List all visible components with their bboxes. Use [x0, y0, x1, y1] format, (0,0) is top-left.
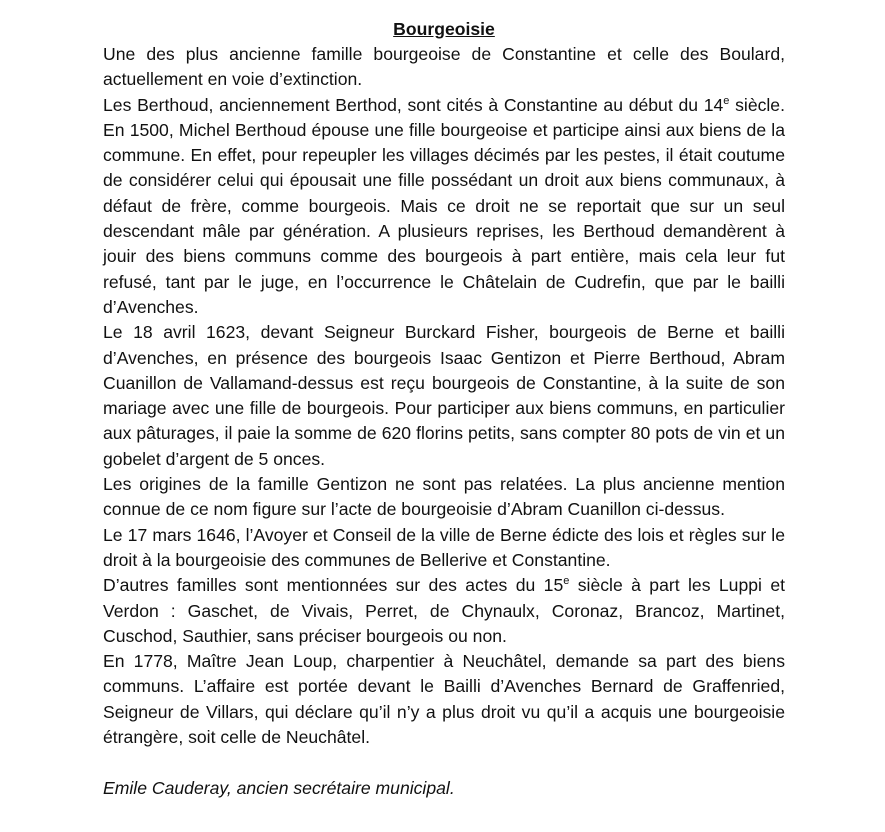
paragraph-gentizon: Les origines de la famille Gentizon ne sont pas relatées. La plus ancienne mention connue de ce nom figure sur l’acte de bourgeoisie d’Abram Cuanillon ci-dessus.	[103, 474, 785, 520]
document-page	[103, 16, 785, 801]
paragraph-berthoud-text-a: Les Berthoud, anciennement Berthod, sont cités à Constantine au début du 14	[103, 94, 724, 115]
paragraph-other-families-text-b: siècle à part les Luppi et Verdon : Gaschet, de Vivais, Perret, de Chynaulx, Coronaz, Brancoz, Martinet, Cuschod, Sauthier, sans préciser bourgeois ou non.	[103, 575, 785, 646]
paragraph-other-families-text-a: D’autres familles sont mentionnées sur des actes du 15	[103, 575, 564, 596]
paragraph-other-families	[103, 573, 785, 649]
paragraph-cuanillon: Le 18 avril 1623, devant Seigneur Burckard Fisher, bourgeois de Berne et bailli d’Avenches, en présence des bourgeois Isaac Gentizon et Pierre Berthoud, Abram Cuanillon de Vallamand-dessus est reçu bourgeois de Constantine, à la suite de son mariage avec une fille de bourgeois. Pour participer aux biens communs, en particulier aux pâturages, il paie la somme de 620 florins petits, sans compter 80 pots de vin et un gobelet d’argent de 5 onces.	[103, 322, 785, 469]
signature: Emile Cauderay, ancien secrétaire municipal.	[103, 777, 455, 798]
paragraph-berthoud	[103, 93, 785, 321]
document-title: Bourgeoisie	[393, 19, 495, 39]
blank-line	[103, 750, 785, 775]
paragraph-berne-1646: Le 17 mars 1646, l’Avoyer et Conseil de la ville de Berne édicte des lois et règles sur le droit à la bourgeoisie des communes de Bellerive et Constantine.	[103, 524, 785, 570]
paragraph-boulard: Une des plus ancienne famille bourgeoise de Constantine et celle des Boulard, actuellement en voie d’extinction.	[103, 44, 785, 90]
superscript-e: e	[563, 575, 570, 588]
paragraph-berthoud-text-b: siècle. En 1500, Michel Berthoud épouse une fille bourgeoise et participe ainsi aux biens de la commune. En effet, pour repeupler les villages décimés par les pestes, il était coutume de considérer celui qui épousait une fille possédant un droit aux biens communaux, à défaut de frère, comme bourgeois. Mais ce droit ne se reportait que sur un seul descendant mâle par génération. A plusieurs reprises, les Berthoud demandèrent à jouir des biens communs comme des bourgeois à part entière, mais cela leur fut refusé, tant par le juge, en l’occurrence le Châtelain de Cudrefin, que par le bailli d’Avenches.	[103, 94, 785, 317]
superscript-e: e	[723, 94, 730, 107]
paragraph-jean-loup: En 1778, Maître Jean Loup, charpentier à Neuchâtel, demande sa part des biens communs. L’affaire est portée devant le Bailli d’Avenches Bernard de Graffenried, Seigneur de Villars, qui déclare qu’il n’y a plus droit vu qu’il a acquis une bourgeoisie étrangère, soit celle de Neuchâtel.	[103, 651, 785, 748]
